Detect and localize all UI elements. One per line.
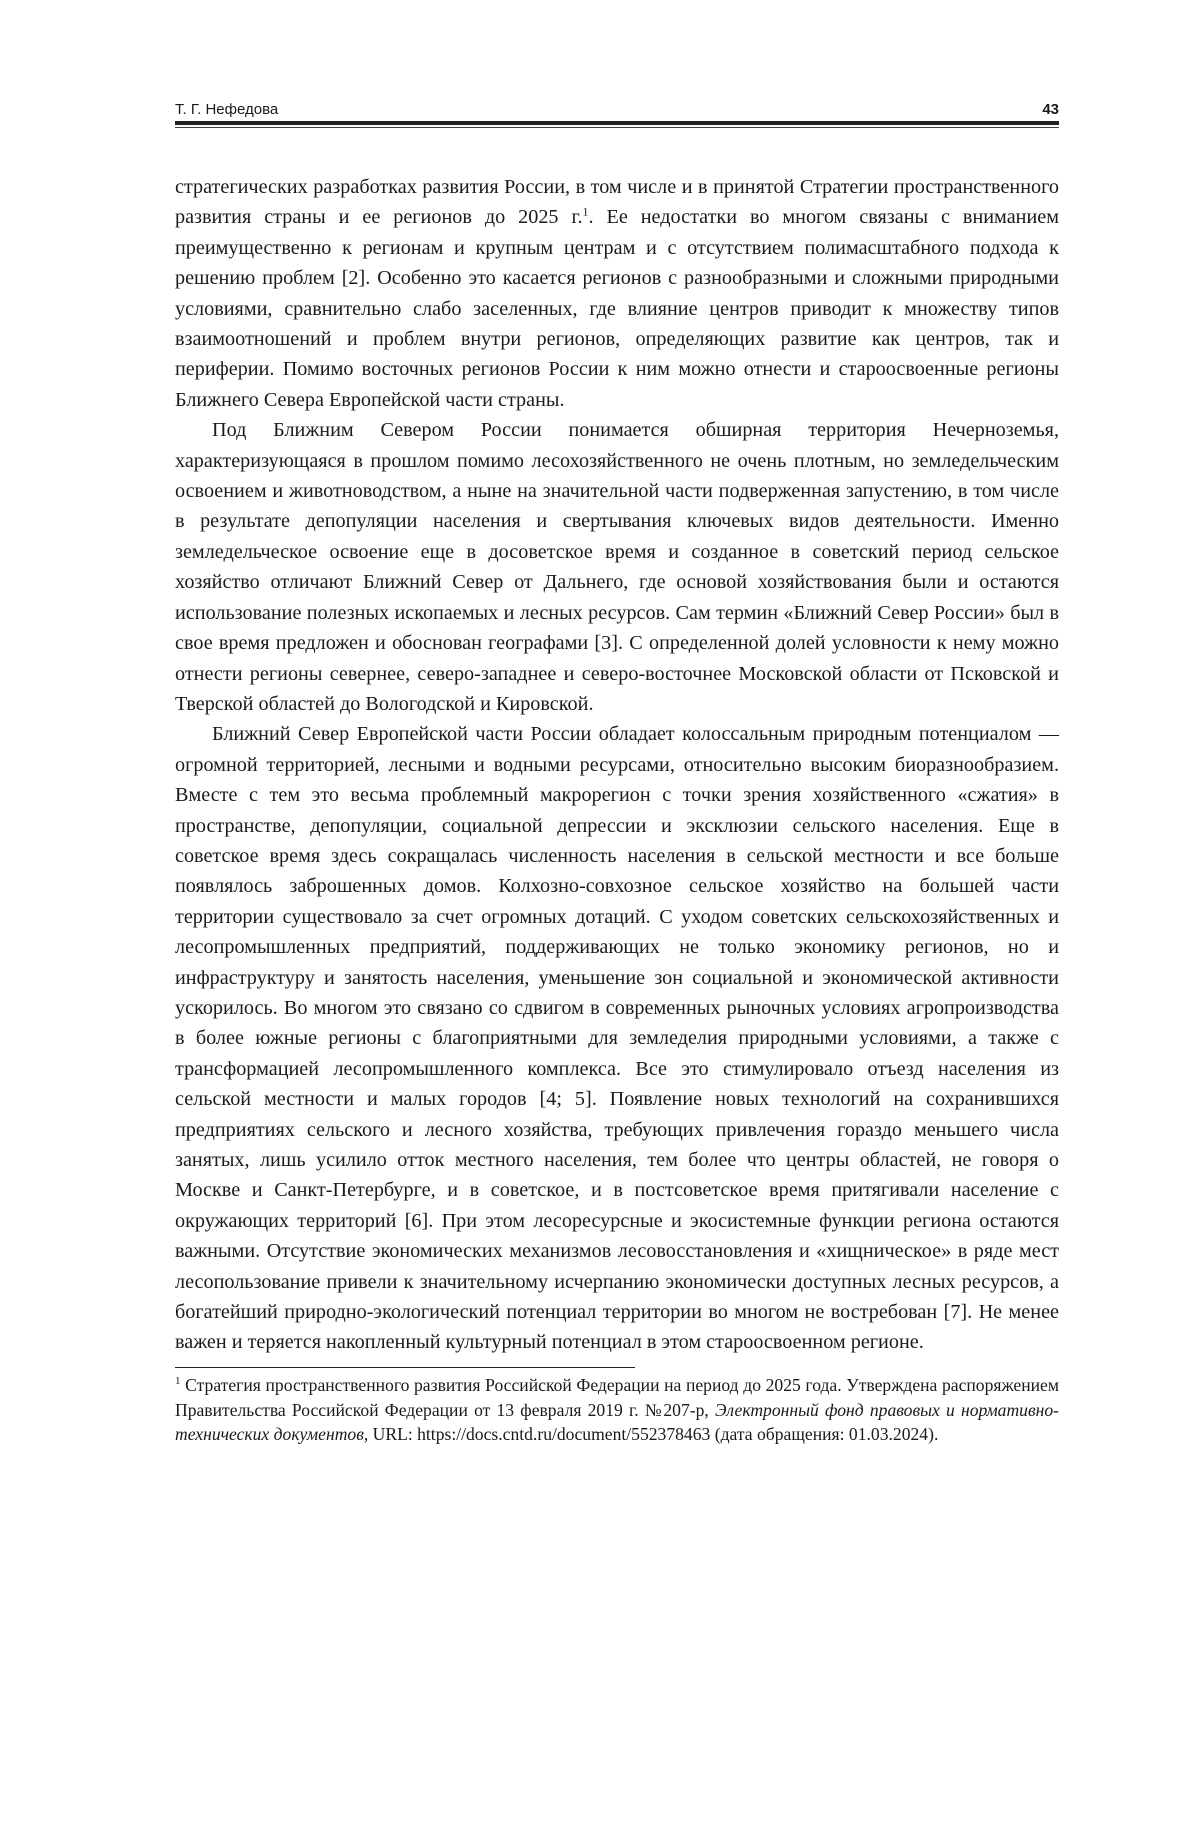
running-header <box>175 96 1059 118</box>
footnote-reference[interactable]: 1 <box>582 204 589 219</box>
footnote-mark: 1 <box>175 1374 181 1387</box>
page-number: 43 <box>1042 101 1059 118</box>
footnote-text-b: , URL: https://docs.cntd.ru/document/552378463 (дата обращения: 01.03.2024). <box>363 1424 939 1445</box>
paragraph-3: Ближний Север Европейской части России обладает колоссальным природным потенциалом — огромной территорией, лесными и водными ресурсами, относительно высоким биоразнообразием. Вместе с тем это весьма проблемный макрорегион с точки зрения хозяйственного «сжатия» в пространстве, депопуляции, социальной депрессии и эксклюзии сельского населения. Еще в советское время здесь сокращалась численность населения в сельской местности и все больше появлялось заброшенных домов. Колхозно-совхозное сельское хозяйство на большей части территории существовало за счет огромных дотаций. С уходом советских сельскохозяйственных и лесопромышленных предприятий, поддерживающих не только экономику регионов, но и инфраструктуру и занятость населения, уменьшение зон социальной и экономической активности ускорилось. Во многом это связано со сдвигом в современных рыночных условиях агропроизводства в более южные регионы с благоприятными для земледелия природными условиями, а также с трансформацией лесопромышленного комплекса. Все это стимулировало отъезд населения из сельской местности и малых городов [4; 5]. Появление новых технологий на сохранившихся предприятиях сельского и лесного хозяйства, требующих привлечения гораздо меньшего числа занятых, лишь усилило отток местного населения, тем более что центры областей, не говоря о Москве и Санкт-Петербурге, и в советское, и в постсоветское время притягивали население с окружающих территорий [6]. При этом лесоресурсные и экосистемные функции региона остаются важными. Отсутствие экономических механизмов лесовосстановления и «хищническое» в ряде мест лесопользование привели к значительному исчерпанию экономически доступных лесных ресурсов, а богатейший природно-экологический потенциал территории во многом не востребован [7]. Не менее важен и теряется накопленный культурный потенциал в этом староосвоенном регионе. <box>175 723 1059 1354</box>
page <box>175 96 1059 1447</box>
footnote-source-title: Электронный фонд правовых и нормативно-технических документов <box>175 1399 1059 1445</box>
footnote-rule <box>175 1367 635 1368</box>
paragraph-1-text-a: стратегических разработках развития России, в том числе и в принятой Стратегии пространственного развития страны и ее регионов до 2025 г. <box>175 176 1059 229</box>
header-rule <box>175 121 1059 125</box>
footnote <box>175 1373 1059 1447</box>
footnote-text-a: Стратегия пространственного развития Российской Федерации на период до 2025 года. Утверждена распоряжением Правительства Российской Федерации от 13 февраля 2019 г. №207-р, <box>175 1374 1059 1420</box>
paragraph-2: Под Ближним Севером России понимается обширная территория Нечерноземья, характеризующаяся в прошлом помимо лесохозяйственного не очень плотным, но земледельческим освоением и животноводством, а ныне на значительной части подверженная запустению, в том числе в результате депопуляции населения и свертывания ключевых видов деятельности. Именно земледельческое освоение еще в досоветское время и созданное в советский период сельское хозяйство отличают Ближний Север от Дальнего, где основой хозяйствования были и остаются использование полезных ископаемых и лесных ресурсов. Сам термин «Ближний Север России» был в свое время предложен и обоснован географами [3]. С определенной долей условности к нему можно отнести регионы севернее, северо-западнее и северо-восточнее Московской области от Псковской и Тверской областей до Вологодской и Кировской. <box>175 419 1059 715</box>
body-text <box>175 172 1059 1358</box>
paragraph-1-text-b: . Ее недостатки во многом связаны с вниманием преимущественно к регионам и крупным центрам и с отсутствием полимасштабного подхода к решению проблем [2]. Особенно это касается регионов с разнообразными и сложными природными условиями, сравнительно слабо заселенных, где влияние центров приводит к множеству типов взаимоотношений и проблем внутри регионов, определяющих развитие как центров, так и периферии. Помимо восточных регионов России к ним можно отнести и староосвоенные регионы Ближнего Севера Европейской части страны. <box>175 206 1060 411</box>
paragraph-1 <box>175 172 1059 415</box>
running-header-author: Т. Г. Нефедова <box>175 101 279 118</box>
